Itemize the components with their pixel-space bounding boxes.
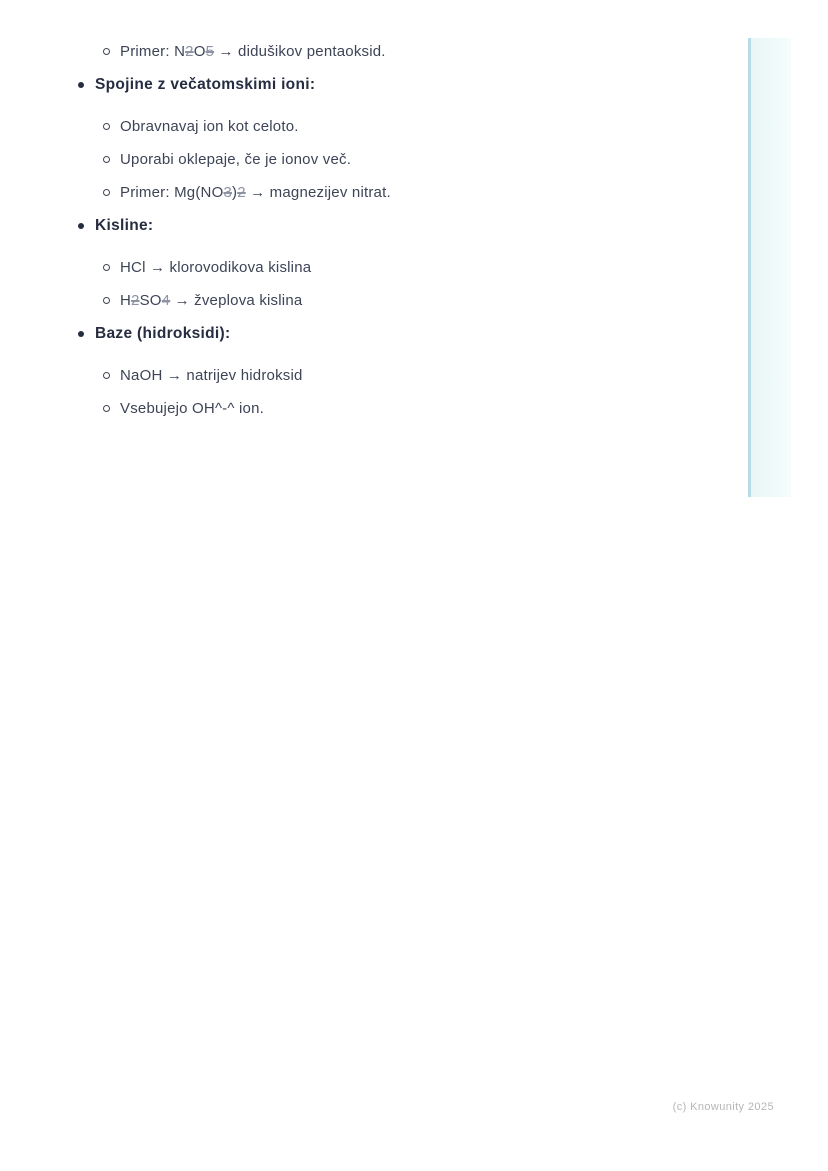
bullet-dot-shape xyxy=(78,223,84,229)
list-item-text xyxy=(120,397,264,420)
text-segment: Baze (hidroksidi): xyxy=(95,325,231,342)
list-item xyxy=(0,397,740,420)
circle-bullet-icon xyxy=(101,289,120,304)
struck-subscript-text: 2 xyxy=(237,184,246,201)
list-item xyxy=(0,181,740,204)
text-segment: SO xyxy=(139,292,162,309)
circle-bullet-shape xyxy=(103,372,110,379)
bullet-icon xyxy=(76,214,95,229)
circle-bullet-shape xyxy=(103,156,110,163)
text-segment: Primer: Mg(NO xyxy=(120,184,224,201)
circle-bullet-icon xyxy=(101,181,120,196)
bullet-icon xyxy=(76,73,95,88)
bullet-dot-shape xyxy=(78,82,84,88)
text-segment: Kisline: xyxy=(95,217,154,234)
circle-bullet-shape xyxy=(103,264,110,271)
list-item xyxy=(0,364,740,387)
circle-bullet-shape xyxy=(103,48,110,55)
list-item-text xyxy=(95,322,230,345)
list-item-text xyxy=(120,181,391,204)
list-item xyxy=(0,40,740,63)
text-segment: → magnezijev nitrat. xyxy=(245,184,391,201)
struck-subscript-text: 3 xyxy=(223,184,232,201)
notes-list xyxy=(0,40,740,430)
text-segment: HCl → klorovodikova kislina xyxy=(120,259,312,276)
list-item-text xyxy=(120,364,303,387)
circle-bullet-icon xyxy=(101,397,120,412)
list-item-text xyxy=(120,115,299,138)
text-segment: Vsebujejo OH^-^ ion. xyxy=(120,400,264,417)
list-item xyxy=(0,289,740,312)
list-item-text xyxy=(120,289,302,312)
list-item-text xyxy=(120,256,311,279)
struck-subscript-text: 2 xyxy=(185,43,194,60)
circle-bullet-icon xyxy=(101,364,120,379)
circle-bullet-shape xyxy=(103,189,110,196)
text-segment: Primer: N xyxy=(120,43,186,60)
highlight-accent-bar xyxy=(748,38,791,497)
bullet-dot-shape xyxy=(78,331,84,337)
section-heading xyxy=(0,322,740,345)
text-segment: → žveplova kislina xyxy=(170,292,303,309)
list-item xyxy=(0,115,740,138)
list-item-text xyxy=(120,40,386,63)
list-item-text xyxy=(95,73,315,96)
list-item xyxy=(0,148,740,171)
list-item-text xyxy=(120,148,351,171)
copyright-footer: (c) Knowunity 2025 xyxy=(672,1101,774,1113)
struck-subscript-text: 5 xyxy=(205,43,215,60)
circle-bullet-shape xyxy=(103,297,110,304)
section-heading xyxy=(0,73,740,96)
circle-bullet-icon xyxy=(101,115,120,130)
circle-bullet-icon xyxy=(101,148,120,163)
text-segment: Obravnavaj ion kot celoto. xyxy=(120,118,299,135)
text-segment: → didušikov pentaoksid. xyxy=(214,43,386,60)
list-item-text xyxy=(95,214,153,237)
text-segment: ) xyxy=(231,184,238,201)
circle-bullet-shape xyxy=(103,123,110,130)
text-segment: Uporabi oklepaje, če je ionov več. xyxy=(120,151,352,168)
circle-bullet-icon xyxy=(101,256,120,271)
list-item xyxy=(0,256,740,279)
text-segment: O xyxy=(193,43,206,60)
text-segment: Spojine z večatomskimi ioni: xyxy=(95,76,316,93)
struck-subscript-text: 4 xyxy=(161,292,171,309)
bullet-icon xyxy=(76,322,95,337)
text-segment: H xyxy=(120,292,132,309)
section-heading xyxy=(0,214,740,237)
struck-subscript-text: 2 xyxy=(131,292,140,309)
text-segment: NaOH → natrijev hidroksid xyxy=(120,367,303,384)
circle-bullet-shape xyxy=(103,405,110,412)
circle-bullet-icon xyxy=(101,40,120,55)
